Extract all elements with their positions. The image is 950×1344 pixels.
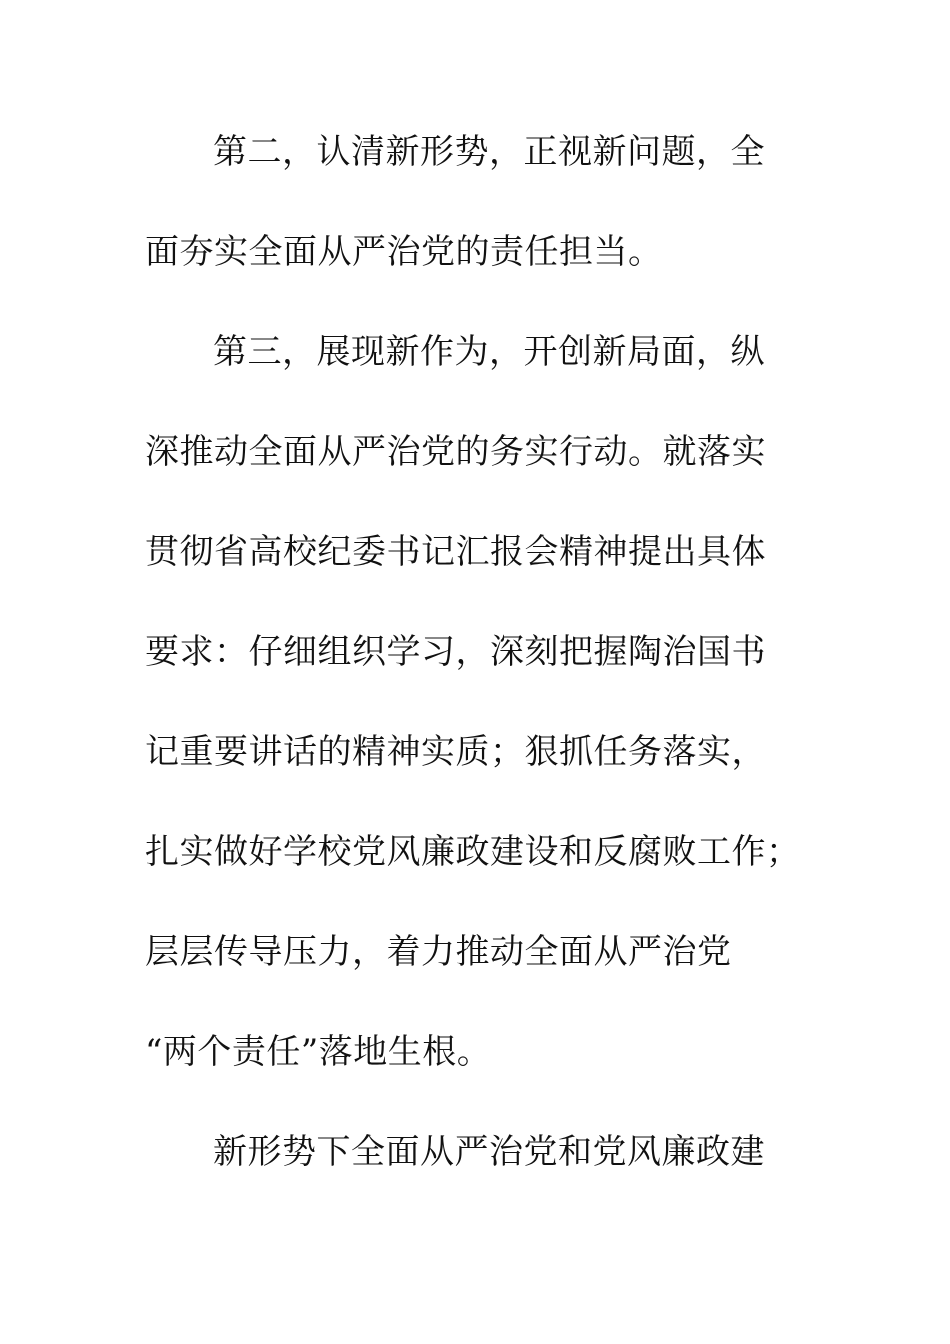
paragraph-4-line-1: 新形势下全面从严治党和党风廉政建 (213, 1132, 765, 1172)
paragraph-3-line-8: “两个责任”落地生根。 (145, 1032, 492, 1072)
paragraph-3-line-2: 深推动全面从严治党的务实行动。就落实 (145, 432, 766, 472)
paragraph-3-line-3: 贯彻省高校纪委书记汇报会精神提出具体 (145, 532, 766, 572)
paragraph-3-line-6: 扎实做好学校党风廉政建设和反腐败工作； (145, 832, 801, 872)
paragraph-2-line-2: 面夯实全面从严治党的责任担当。 (145, 232, 663, 272)
paragraph-2-line-1: 第二，认清新形势，正视新问题，全 (213, 132, 765, 172)
paragraph-3-line-5: 记重要讲话的精神实质；狠抓任务落实， (145, 732, 766, 772)
paragraph-3-line-7: 层层传导压力，着力推动全面从严治党 (145, 932, 732, 972)
paragraph-3-line-4: 要求：仔细组织学习，深刻把握陶治国书 (145, 632, 766, 672)
paragraph-3-line-1: 第三，展现新作为，开创新局面，纵 (213, 332, 765, 372)
